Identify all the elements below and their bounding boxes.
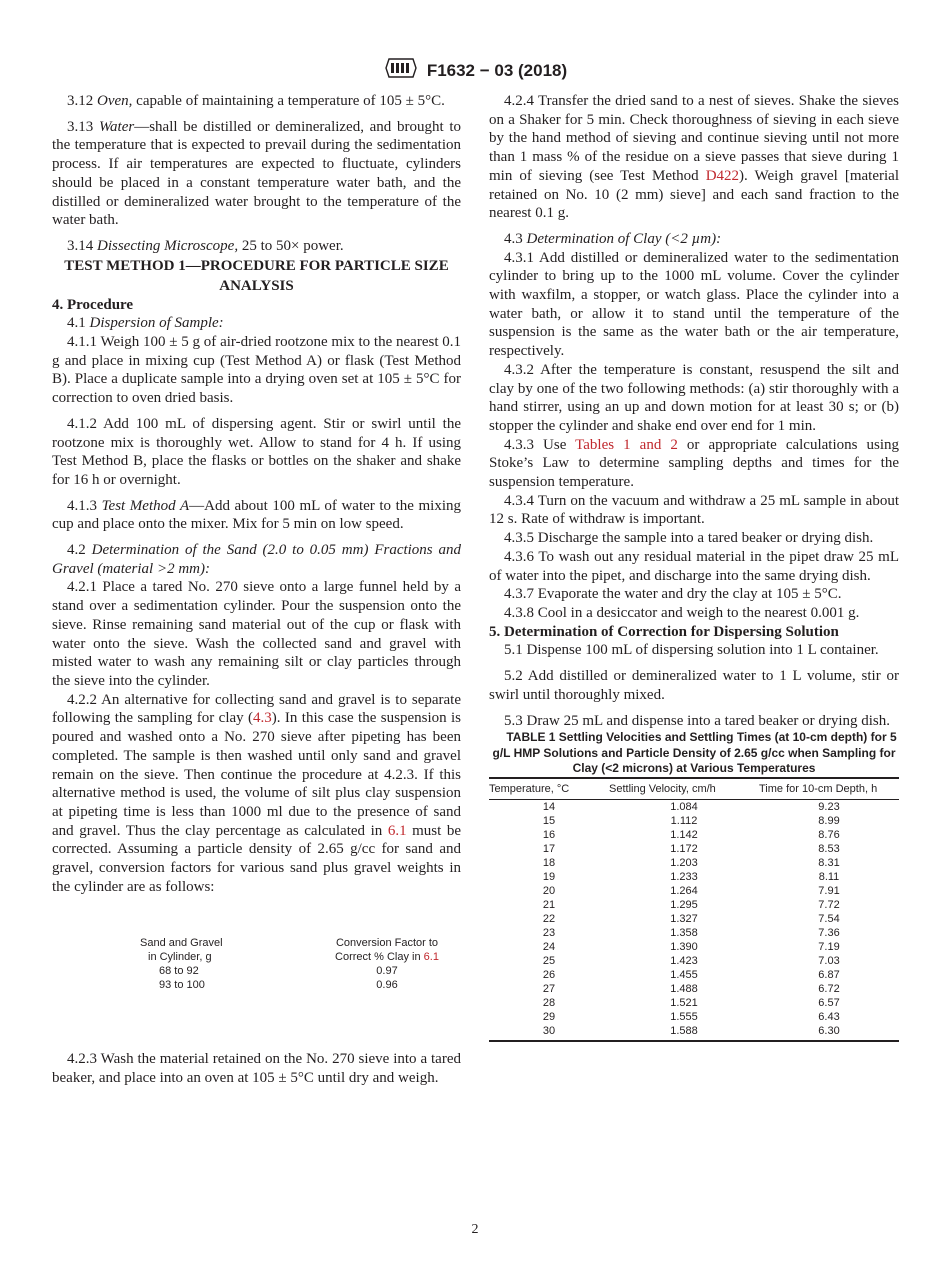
table-cell: 1.327 <box>670 912 698 925</box>
table-cell: 6.57 <box>818 996 840 1009</box>
table-cell: 19 <box>542 870 556 883</box>
table-row <box>489 898 899 912</box>
paragraph-3-13: 3.13 Water—shall be distilled or demineralized, and brought to the temperature that is expected to prevail during the sedimentation process. If air temperatures are expected to fluctuate, cylinders should be placed in a constant temperature water bath, and the distilled or demineralized water brought to the temperature of the water bath. <box>52 118 461 229</box>
link-6-1-table[interactable]: 6.1 <box>423 951 439 964</box>
table-row <box>489 884 899 898</box>
right-column <box>489 92 899 1042</box>
paragraph-4-2-4: 4.2.4 Transfer the dried sand to a nest of sieves. Shake the sieves on a Shaker for 5 min. Check thoroughness of sieving in each sieve by the hand method of sieving and continue sieving until not more than 1 mass % of the residue on a sieve passes that sieve during 1 min of sieving (see Test Method D422). Weigh gravel [material retained on No. 10 (2 mm) sieve] and each sand fraction to the nearest 0.1 g. <box>489 93 899 222</box>
paragraph-4-1: 4.1 Dispersion of Sample: <box>67 315 224 332</box>
page-number: 2 <box>471 1222 479 1237</box>
table-cell: 6.87 <box>818 968 840 981</box>
table-cell: 20 <box>542 884 556 897</box>
table-cell: 21 <box>542 898 556 911</box>
table-cell: 6.72 <box>818 982 840 995</box>
table-row <box>489 828 899 842</box>
conv-row-1-col-2: 0.97 <box>376 965 398 978</box>
paragraph-4-1-2: 4.1.2 Add 100 mL of dispersing agent. Stir or swirl until the rootzone mix is thoroughly wet. Allow to stand for 4 h. If using Test Method B, place the flasks or bottles on the shaker and shake for 16 h or overnight. <box>52 415 461 488</box>
table-1-header-velocity: Settling Velocity, cm/h <box>609 778 759 800</box>
link-4-3[interactable]: 4.3 <box>253 710 272 727</box>
table-cell: 14 <box>542 800 556 813</box>
table-row <box>489 996 899 1010</box>
paragraph-4-3-4: 4.3.4 Turn on the vacuum and withdraw a 25 mL sample in about 12 s. Rate of withdraw is important. <box>489 492 899 528</box>
table-cell: 1.295 <box>670 898 698 911</box>
table-cell: 7.91 <box>818 884 840 897</box>
table-cell: 1.233 <box>670 870 698 883</box>
paragraph-4-3-8: 4.3.8 Cool in a desiccator and weigh to the nearest 0.001 g. <box>504 604 860 621</box>
paragraph-3-12: 3.12 Oven, capable of maintaining a temperature of 105 ± 5°C. <box>67 93 445 109</box>
table-cell: 1.142 <box>670 828 698 841</box>
page-header <box>0 55 950 86</box>
conv-header-2b: Correct % Clay in 6.1 <box>335 951 439 964</box>
table-cell: 1.423 <box>670 954 698 967</box>
table-row <box>489 814 899 828</box>
paragraph-4-3-2: 4.3.2 After the temperature is constant, resuspend the silt and clay by one of the two following methods: (a) stir thoroughly with a hand stirrer, using an up and down motion for at least 30 s; or (b) stopper the cylinder and shake end over end for 1 min. <box>489 361 899 434</box>
conversion-factor-table <box>52 936 461 1006</box>
paragraph-4-2-3: 4.2.3 Wash the material retained on the No. 270 sieve into a tared beaker, and place into an oven at 105 ± 5°C until dry and weigh. <box>52 1051 461 1087</box>
table-cell: 1.264 <box>670 884 698 897</box>
table-cell: 28 <box>542 996 556 1009</box>
paragraph-4-3-6: 4.3.6 To wash out any residual material in the pipet draw 25 mL of water into the pipet, and discharge into the same drying dish. <box>489 548 899 584</box>
table-cell: 8.99 <box>818 814 840 827</box>
table-cell: 16 <box>542 828 556 841</box>
table-cell: 1.203 <box>670 856 698 869</box>
link-tables-1-and-2[interactable]: Tables 1 and 2 <box>575 436 678 453</box>
table-cell: 1.455 <box>670 968 698 981</box>
table-cell: 8.11 <box>818 870 840 883</box>
table-cell: 7.72 <box>818 898 840 911</box>
left-column <box>52 92 461 1088</box>
table-cell: 1.112 <box>670 814 698 827</box>
link-d422[interactable]: D422 <box>705 167 740 184</box>
table-cell: 1.390 <box>670 940 698 953</box>
table-cell: 8.31 <box>818 856 840 869</box>
test-method-title: TEST METHOD 1—PROCEDURE FOR PARTICLE SIZE ANALYSIS <box>64 257 449 294</box>
section-5-heading: 5. Determination of Correction for Dispersing Solution <box>489 623 839 640</box>
link-6-1[interactable]: 6.1 <box>387 822 407 839</box>
table-row <box>489 940 899 954</box>
table-row <box>489 856 899 870</box>
table-cell: 7.03 <box>818 954 840 967</box>
paragraph-4-3-5: 4.3.5 Discharge the sample into a tared beaker or drying dish. <box>504 530 874 547</box>
table-cell: 26 <box>542 968 556 981</box>
table-1 <box>489 777 899 1042</box>
table-row <box>489 954 899 968</box>
paragraph-5-2: 5.2 Add distilled or demineralized water to 1 L volume, stir or swirl until thoroughly mixed. <box>489 668 899 703</box>
table-cell: 23 <box>542 926 556 939</box>
paragraph-4-3-1: 4.3.1 Add distilled or demineralized water to the sedimentation cylinder to bring up to the 1000 mL volume. Cover the cylinder with waxfilm, a stopper, or watch glass. Place the cylinder into a water bath, or allow it to stand until the temperature of the suspension is the same as the water bath or the air temperature, respectively. <box>489 249 899 360</box>
table-cell: 8.76 <box>818 828 840 841</box>
paragraph-4-2: 4.2 Determination of the Sand (2.0 to 0.05 mm) Fractions and Gravel (material >2 mm): <box>52 542 462 577</box>
table-cell: 8.53 <box>818 842 840 855</box>
table-row <box>489 842 899 856</box>
paragraph-4-2-1: 4.2.1 Place a tared No. 270 sieve onto a large funnel held by a stand over a sedimentation cylinder. Pour the suspension onto the sieve. Rinse remaining sand material out of the cup or flask with water onto the sieve. Wash the collected sand and gravel with misted water to wash any remaining silt or clay particles through the sieve into the cylinder. <box>52 579 461 689</box>
astm-logo-icon <box>383 55 419 86</box>
table-cell: 30 <box>489 1024 609 1041</box>
paragraph-4-1-3: 4.1.3 Test Method A—Add about 100 mL of water to the mixing cup and place onto the mixer. Mix for 5 min on low speed. <box>52 497 462 533</box>
paragraph-4-1-1: 4.1.1 Weigh 100 ± 5 g of air-dried rootzone mix to the nearest 0.1 g and place in mixing cup (Test Method A) or flask (Test Method B). Place a duplicate sample into a drying oven set at 105 ± 5°C for correction to oven dried basis. <box>52 334 461 407</box>
table-cell: 1.521 <box>670 996 698 1009</box>
table-cell: 17 <box>542 842 556 855</box>
conv-row-2-col-2: 0.96 <box>376 979 398 992</box>
table-cell: 1.588 <box>609 1024 759 1041</box>
document-designation: F1632 − 03 (2018) <box>426 60 568 80</box>
paragraph-3-14: 3.14 Dissecting Microscope, 25 to 50× power. <box>67 237 344 254</box>
conv-header-1b: in Cylinder, g <box>148 951 212 964</box>
table-1-caption: TABLE 1 Settling Velocities and Settling Times (at 10-cm depth) for 5 g/L HMP Solutions and Particle Density of 2.65 g/cc when Sampling for Clay (<2 microns) at Various Temperatures <box>492 730 897 776</box>
conv-header-2a: Conversion Factor to <box>335 937 439 950</box>
table-cell: 29 <box>542 1010 556 1023</box>
conv-row-2-col-1: 93 to 100 <box>159 979 205 992</box>
conv-row-1-col-1: 68 to 92 <box>159 965 199 978</box>
table-cell: 24 <box>542 940 556 953</box>
table-row <box>489 799 899 814</box>
table-row <box>489 926 899 940</box>
table-cell: 6.43 <box>818 1010 840 1023</box>
table-cell: 22 <box>542 912 556 925</box>
table-row <box>489 982 899 996</box>
table-row <box>489 968 899 982</box>
paragraph-4-3: 4.3 Determination of Clay (<2 µm): <box>504 230 722 247</box>
table-row <box>489 912 899 926</box>
table-row <box>489 1024 899 1041</box>
table-row <box>489 1010 899 1024</box>
paragraph-5-1: 5.1 Dispense 100 mL of dispersing solution into 1 L container. <box>504 642 879 659</box>
table-cell: 25 <box>542 954 556 967</box>
table-cell: 7.54 <box>818 912 840 925</box>
table-1-header-temperature: Temperature, °C <box>489 778 609 800</box>
table-cell: 1.488 <box>670 982 698 995</box>
paragraph-4-3-7: 4.3.7 Evaporate the water and dry the clay at 105 ± 5°C. <box>504 586 842 603</box>
table-cell: 15 <box>542 814 556 827</box>
table-cell: 7.36 <box>818 926 840 939</box>
paragraph-5-3: 5.3 Draw 25 mL and dispense into a tared beaker or drying dish. <box>504 712 891 729</box>
table-cell: 7.19 <box>818 940 840 953</box>
table-cell: 1.172 <box>670 842 698 855</box>
conv-header-1a: Sand and Gravel <box>140 937 223 950</box>
section-4-heading: 4. Procedure <box>52 296 134 313</box>
table-row <box>489 870 899 884</box>
table-cell: 9.23 <box>818 800 840 813</box>
table-cell: 1.555 <box>670 1010 698 1023</box>
table-1-header-time: Time for 10-cm Depth, h <box>759 778 899 800</box>
paragraph-4-3-3: 4.3.3 Use Tables 1 and 2 or appropriate calculations using Stoke’s Law to determine sampling depths and times for the suspension temperature. <box>489 436 900 491</box>
table-cell: 27 <box>542 982 556 995</box>
table-cell: 1.358 <box>670 926 698 939</box>
table-1-body <box>489 799 899 1041</box>
paragraph-4-2-2: 4.2.2 An alternative for collecting sand and gravel is to separate following the sampling for clay (4.3). In this case the suspension is poured and washed onto a No. 270 sieve after pipeting has been completed. The sample is then washed until only sand and gravel remain on the sieve. Then continue the procedure at 4.2.3. If this alternative method is used, the volume of silt plus clay suspension at pipeting time is less than 1000 ml due to the presence of sand and gravel. Thus the clay percentage as calculated in 6.1 must be corrected. Assuming a particle density of 2.65 g/cc for sand and gravel, conversion factors for various sand plus gravel weights in the cylinder are as follows: <box>52 691 461 895</box>
table-cell: 18 <box>542 856 556 869</box>
table-cell: 1.084 <box>670 800 698 813</box>
table-cell: 6.30 <box>759 1024 899 1041</box>
